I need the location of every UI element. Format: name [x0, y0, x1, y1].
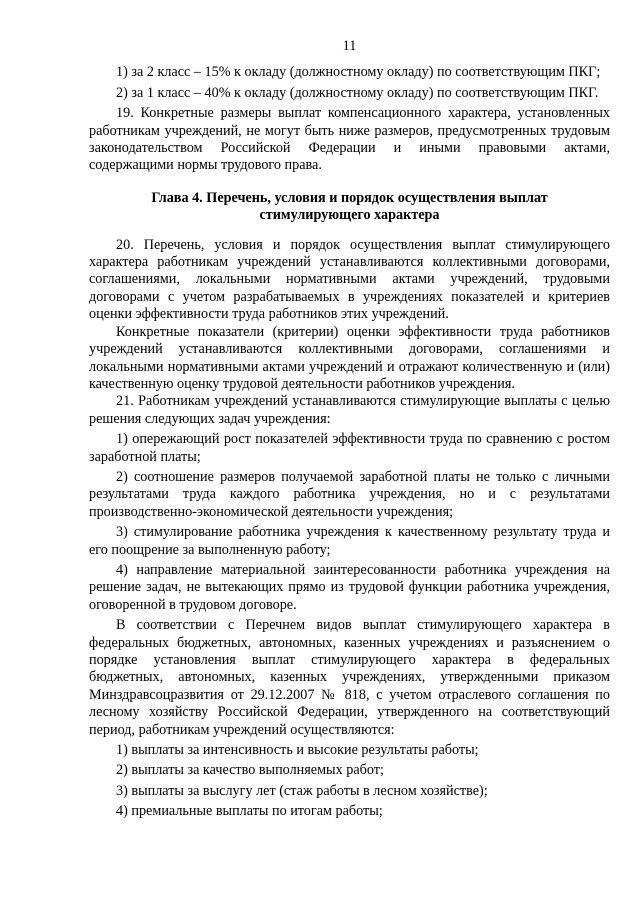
chapter-heading-line-2: стимулирующего характера [259, 207, 440, 224]
chapter-heading [89, 190, 610, 225]
list-item-task-1: 1) опережающий рост показателей эффективности труда по сравнению с ростом заработной платы; [89, 431, 610, 465]
paragraph-item-20: 20. Перечень, условия и порядок осуществления выплат стимулирующего характера работникам учреждений устанавливаются коллективными договорами, соглашениями, локальными нормативными актами учреждений, трудовыми договорами с учетом разрабатываемых в учреждениях показателей и критериев оценки эффективности труда работников этих учреждений. [89, 236, 610, 323]
paragraph-item-21: 21. Работникам учреждений устанавливаются стимулирующие выплаты с целью решения следующих задач учреждения: [89, 393, 610, 427]
list-item-payment-4: 4) премиальные выплаты по итогам работы; [116, 803, 383, 820]
paragraph-order-818: В соответствии с Перечнем видов выплат стимулирующего характера в федеральных бюджетных, автономных, казенных учреждениях и разъяснением о порядке установления выплат стимулирующего характера в федеральных бюджетных, автономных, казенных учреждениях, утвержденными приказом Минздравсоцразвития от 29.12.2007 № 818, с учетом отраслевого соглашения по лесному хозяйству Российской Федерации, утвержденного на соответствующий период, работникам учреждений осуществляются: [89, 617, 610, 738]
list-item-task-4: 4) направление материальной заинтересованности работника учреждения на решение задач, не вытекающих прямо из трудовой функции работника учреждения, оговоренной в трудовом договоре. [89, 561, 610, 613]
list-item-payment-3: 3) выплаты за выслугу лет (стаж работы в лесном хозяйстве); [116, 782, 488, 799]
paragraph-item-19: 19. Конкретные размеры выплат компенсационного характера, установленных работникам учреждений, не могут быть ниже размеров, предусмотренных трудовым законодательством Российской Федерации и иными правовыми актами, содержащими нормы трудового права. [89, 105, 610, 174]
paragraph-criteria: Конкретные показатели (критерии) оценки эффективности труда работников учреждений устанавливаются коллективными договорами, соглашениями и локальными нормативными актами учреждений и отражают количественную и (или) качественную оценку трудовой деятельности работников учреждения. [89, 323, 610, 392]
list-item-task-2: 2) соотношение размеров получаемой заработной платы не только с личными результатами труда каждого работника учреждения, но и с результатами производственно-экономической деятельности учреждения; [89, 468, 610, 520]
list-item-payment-2: 2) выплаты за качество выполняемых работ; [116, 762, 384, 779]
document-page [89, 38, 610, 824]
paragraph-class-1-allowance: 2) за 1 класс – 40% к окладу (должностному окладу) по соответствующим ПКГ. [116, 84, 599, 101]
list-item-task-3: 3) стимулирование работника учреждения к качественному результату труда и его поощрение за выполненную работу; [89, 524, 610, 558]
paragraph-class-2-allowance: 1) за 2 класс – 15% к окладу (должностному окладу) по соответствующим ПКГ; [116, 64, 601, 81]
list-item-payment-1: 1) выплаты за интенсивность и высокие результаты работы; [116, 742, 479, 759]
chapter-heading-line-1: Глава 4. Перечень, условия и порядок осуществления выплат [151, 189, 548, 206]
page-number: 11 [342, 38, 357, 54]
